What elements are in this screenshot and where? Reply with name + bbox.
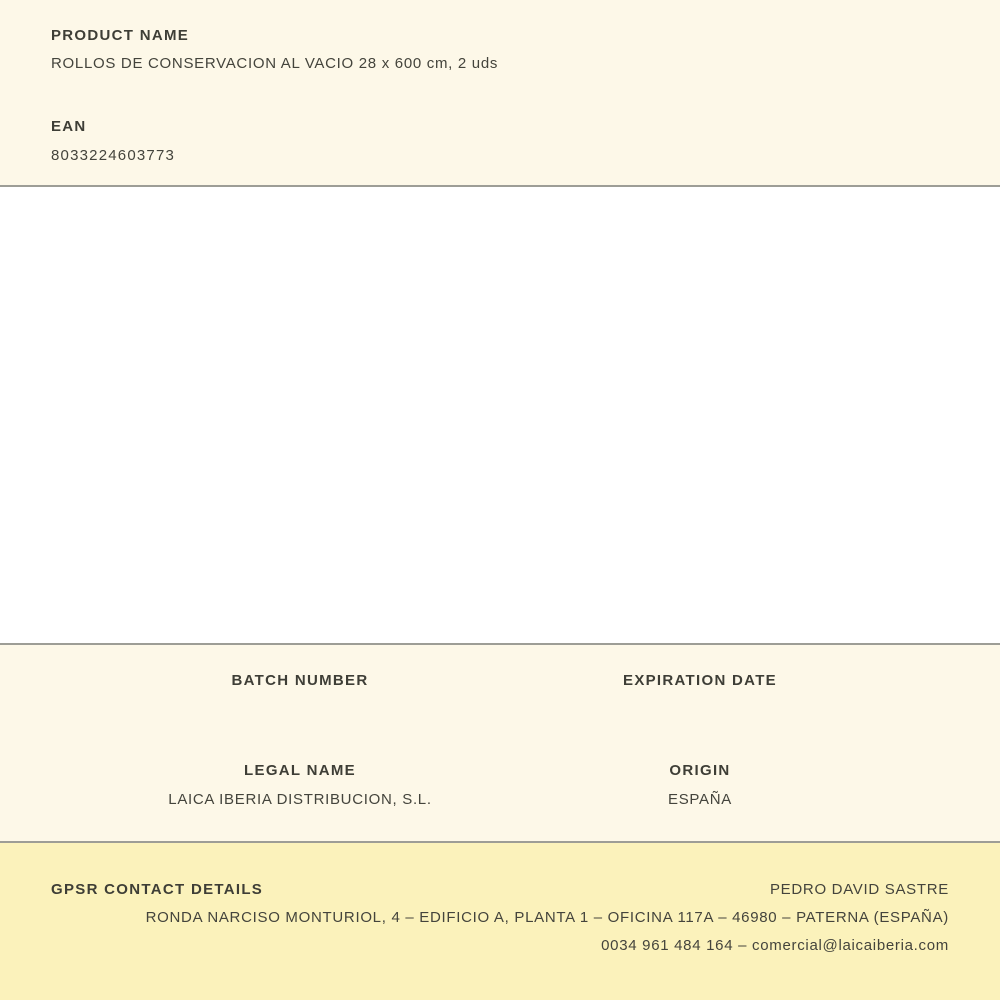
expiration-date-label: EXPIRATION DATE bbox=[623, 672, 777, 689]
legal-name-label: LEGAL NAME bbox=[244, 762, 356, 779]
product-name-label: PRODUCT NAME bbox=[51, 27, 190, 44]
gpsr-address-line bbox=[51, 908, 949, 927]
legal-name-value: LAICA IBERIA DISTRIBUCION, S.L. bbox=[168, 791, 432, 808]
gpsr-contact-name: PEDRO DAVID SASTRE bbox=[769, 881, 949, 898]
gpsr-contact-label: GPSR CONTACT DETAILS bbox=[51, 881, 264, 898]
legal-name-field bbox=[100, 761, 500, 851]
product-name-field bbox=[51, 26, 949, 73]
product-name-value: ROLLOS DE CONSERVACION AL VACIO 28 x 600 cm, 2 uds bbox=[51, 55, 499, 72]
product-details-section bbox=[0, 645, 1000, 841]
batch-number-label: BATCH NUMBER bbox=[231, 672, 369, 689]
details-grid bbox=[100, 671, 900, 851]
expiration-date-field bbox=[500, 671, 900, 761]
origin-label: ORIGIN bbox=[669, 762, 731, 779]
gpsr-header-row bbox=[51, 880, 949, 899]
origin-value: ESPAÑA bbox=[668, 791, 732, 808]
batch-number-field bbox=[100, 671, 500, 761]
origin-field bbox=[500, 761, 900, 851]
ean-label: EAN bbox=[51, 118, 87, 135]
gpsr-contact-section bbox=[0, 843, 1000, 1000]
gpsr-address: RONDA NARCISO MONTURIOL, 4 – EDIFICIO A, PLANTA 1 – OFICINA 117A – 46980 – PATERNA (ESPAÑA) bbox=[145, 909, 949, 926]
gpsr-phone-email-line bbox=[51, 936, 949, 955]
gpsr-phone-email: 0034 961 484 164 – comercial@laicaiberia.com bbox=[601, 937, 949, 954]
ean-value: 8033224603773 bbox=[51, 147, 176, 164]
product-image-area bbox=[0, 187, 1000, 643]
ean-field bbox=[51, 117, 949, 165]
product-header-section bbox=[0, 0, 1000, 185]
